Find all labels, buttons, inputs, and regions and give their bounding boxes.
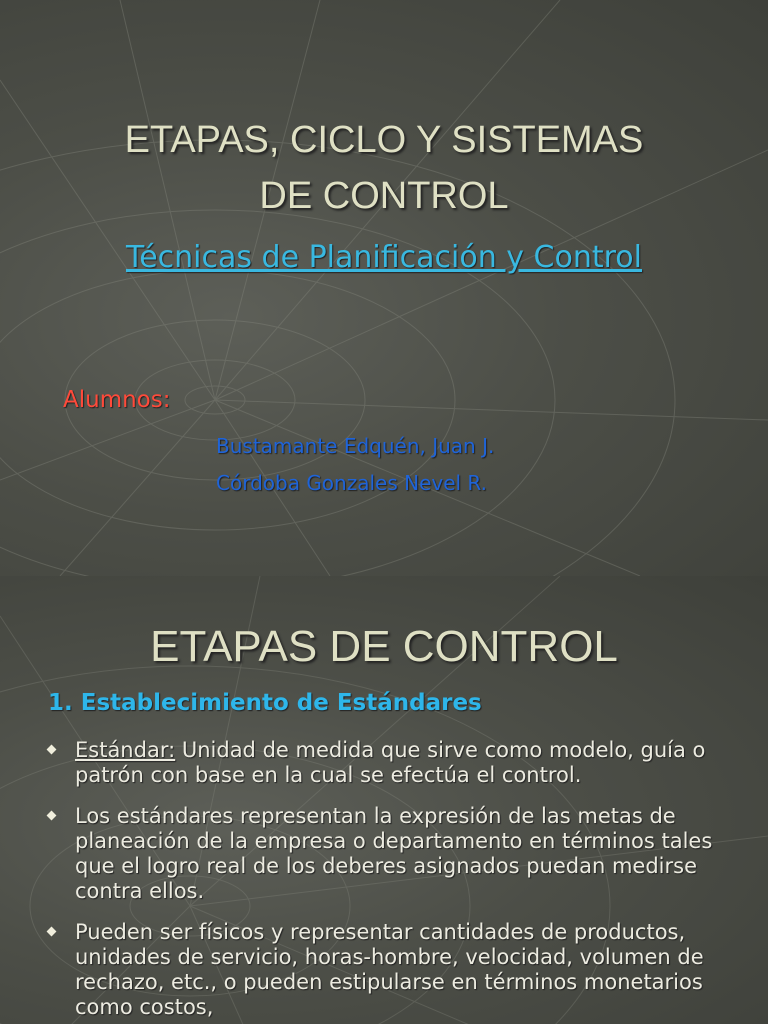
bullet-item-2 <box>44 804 744 904</box>
slide-title-line-1: ETAPAS, CICLO Y SISTEMAS <box>124 119 644 161</box>
bullet-text: Pueden ser físicos y representar cantidades de productos, unidades de servicio, horas-hombre, velocidad, volumen de rechazo, etc., o pueden estipularse en términos monetarios como costos, <box>75 920 704 1019</box>
bullet-list <box>44 738 744 1024</box>
slide-title: ETAPAS DE CONTROL <box>150 622 618 671</box>
diamond-bullet-icon <box>47 745 57 755</box>
bullet-text: Unidad de medida que sirve como modelo, guía o patrón con base en la cual se efectúa el control. <box>75 738 706 787</box>
bullet-text: Los estándares representan la expresión de las metas de planeación de la empresa o departamento en términos tales que el logro real de los deberes asignados puedan medirse contra ellos. <box>75 804 713 903</box>
bullet-item-3 <box>44 920 744 1020</box>
alumnos-label: Alumnos: <box>63 387 171 413</box>
slide-2 <box>0 576 768 1024</box>
course-link[interactable]: Técnicas de Planificación y Control <box>125 240 642 275</box>
bullet-item-1 <box>44 738 744 788</box>
bullet-term: Estándar: <box>75 738 176 762</box>
student-name-2: Córdoba Gonzales Nevel R. <box>216 471 487 495</box>
student-name-1: Bustamante Edquén, Juan J. <box>216 434 495 458</box>
diamond-bullet-icon <box>47 927 57 937</box>
slide-title <box>0 112 768 224</box>
section-heading: 1. Establecimiento de Estándares <box>48 690 482 716</box>
slide-title-line-2: DE CONTROL <box>259 175 509 217</box>
diamond-bullet-icon <box>47 811 57 821</box>
